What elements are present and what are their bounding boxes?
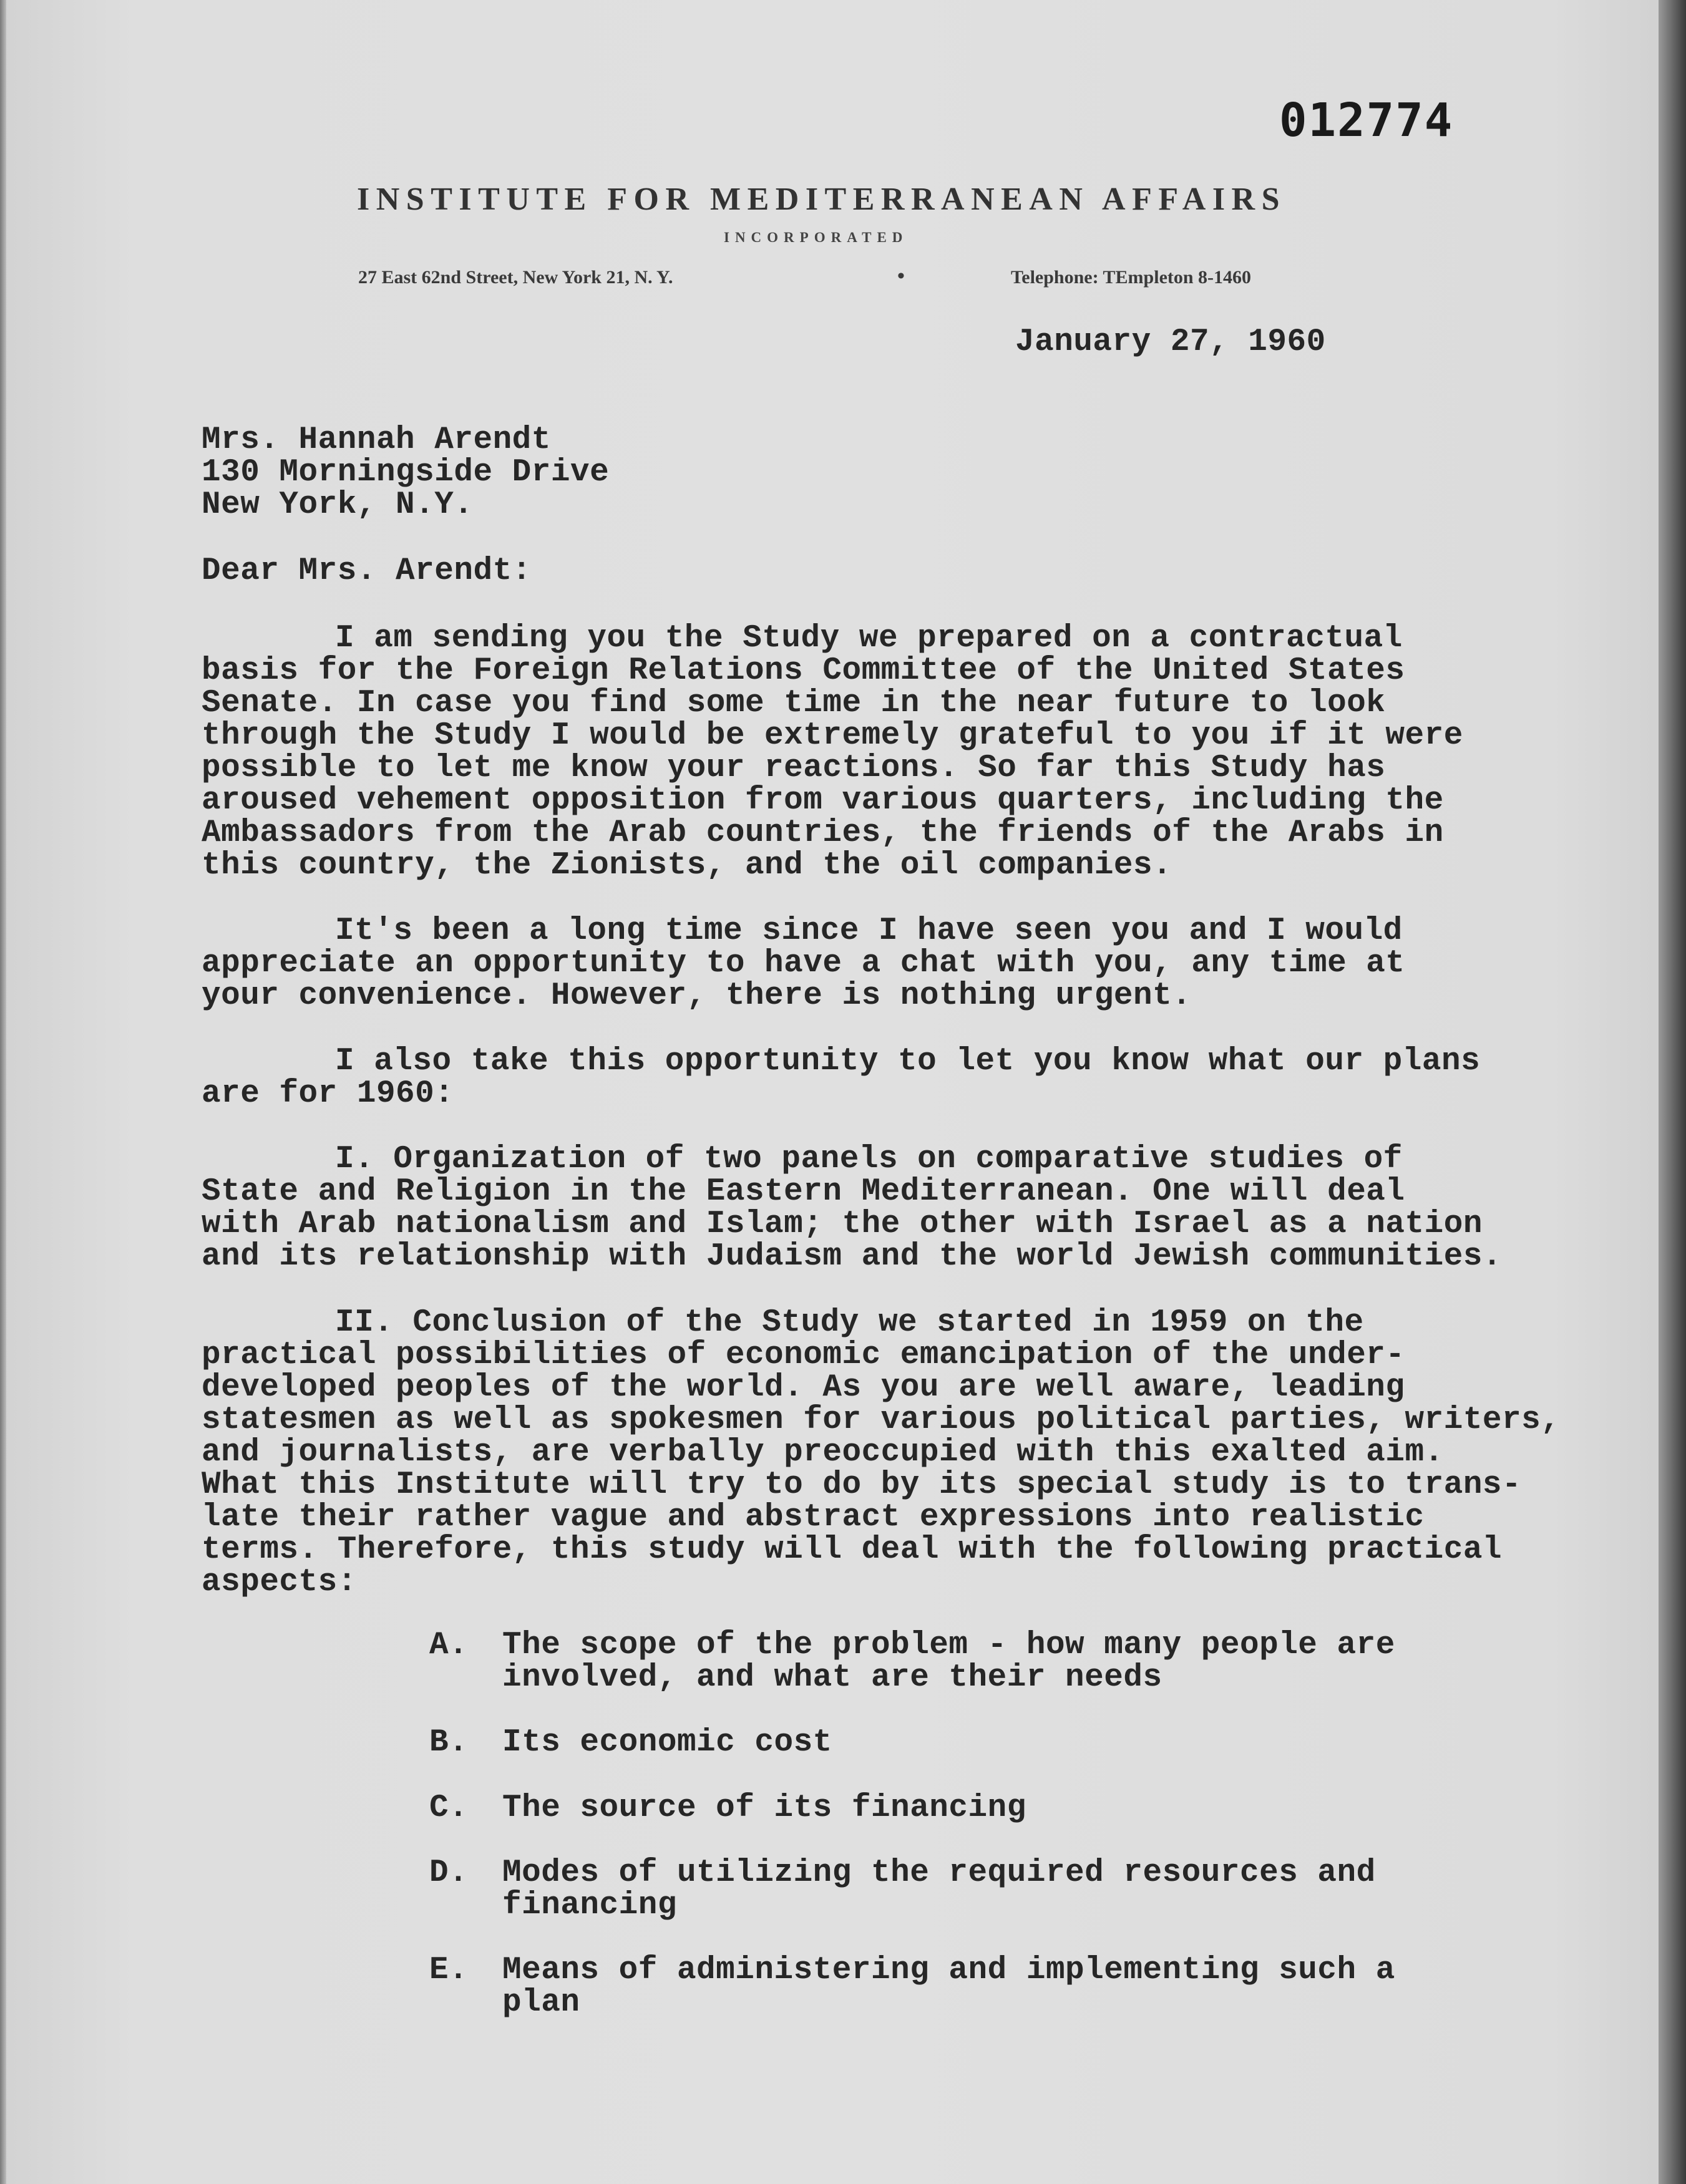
aspect-line: Means of administering and implementing such a: [502, 1953, 1395, 1988]
plan-item-line: II. Conclusion of the Study we started in 1959 on the: [335, 1305, 1364, 1341]
aspect-line: Modes of utilizing the required resources and: [502, 1855, 1376, 1891]
paragraph-line: Ambassadors from the Arab countries, the friends of the Arabs in: [202, 815, 1444, 851]
plan-item-line: terms. Therefore, this study will deal with the following practical: [202, 1532, 1503, 1568]
letter-date: January 27, 1960: [1015, 324, 1326, 360]
paragraph-line: basis for the Foreign Relations Committee of the United States: [202, 653, 1405, 689]
aspect-letter: E.: [429, 1953, 469, 1988]
plan-item-line: developed peoples of the world. As you are well aware, leading: [202, 1370, 1405, 1405]
recipient-name: Mrs. Hannah Arendt: [202, 422, 551, 458]
aspect-letter: A.: [429, 1628, 469, 1663]
plan-item-line: and its relationship with Judaism and the world Jewish communities.: [202, 1239, 1503, 1274]
plan-item-line: State and Religion in the Eastern Mediterranean. One will deal: [202, 1174, 1405, 1210]
aspect-letter: C.: [429, 1790, 469, 1826]
letterhead-organization: INSTITUTE FOR MEDITERRANEAN AFFAIRS: [357, 182, 1287, 217]
plan-item-line: aspects:: [202, 1565, 357, 1600]
aspect-line: involved, and what are their needs: [502, 1660, 1162, 1696]
aspect-line: plan: [502, 1985, 580, 2021]
letterhead-address: 27 East 62nd Street, New York 21, N. Y.: [358, 267, 673, 288]
salutation: Dear Mrs. Arendt:: [202, 553, 532, 589]
page-left-edge: [0, 0, 6, 2184]
paragraph-line: through the Study I would be extremely grateful to you if it were: [202, 718, 1463, 754]
aspect-line: The source of its financing: [502, 1790, 1026, 1826]
plan-item-line: late their rather vague and abstract expressions into realistic: [202, 1500, 1425, 1535]
paragraph-line: I am sending you the Study we prepared on a contractual: [335, 621, 1403, 656]
paragraph-line: your convenience. However, there is nothing urgent.: [202, 978, 1192, 1014]
aspect-letter: D.: [429, 1855, 469, 1891]
recipient-city: New York, N.Y.: [202, 487, 474, 523]
letterhead-incorporated: INCORPORATED: [724, 230, 909, 245]
plan-item-line: with Arab nationalism and Islam; the other with Israel as a nation: [202, 1206, 1483, 1242]
plan-item-line: What this Institute will try to do by its special study is to trans-: [202, 1467, 1522, 1503]
plan-item-line: I. Organization of two panels on comparative studies of: [335, 1142, 1403, 1177]
plan-item-line: and journalists, are verbally preoccupied with this exalted aim.: [202, 1435, 1444, 1470]
aspect-line: financing: [502, 1888, 677, 1923]
paragraph-line: appreciate an opportunity to have a chat with you, any time at: [202, 946, 1405, 981]
recipient-street: 130 Morningside Drive: [202, 455, 610, 490]
paragraph-line: are for 1960:: [202, 1076, 454, 1112]
aspect-line: The scope of the problem - how many people are: [502, 1628, 1395, 1663]
paragraph-line: this country, the Zionists, and the oil companies.: [202, 848, 1172, 883]
plan-item-line: statesmen as well as spokesmen for various political parties, writers,: [202, 1402, 1561, 1438]
aspect-letter: B.: [429, 1725, 469, 1760]
plan-item-line: practical possibilities of economic emancipation of the under-: [202, 1337, 1405, 1373]
paragraph-line: It's been a long time since I have seen you and I would: [335, 913, 1403, 949]
letterhead-separator: •: [897, 265, 905, 288]
paragraph-line: I also take this opportunity to let you know what our plans: [335, 1044, 1481, 1079]
page-right-edge: [1659, 0, 1686, 2184]
document-number: 012774: [1279, 94, 1454, 147]
paragraph-line: possible to let me know your reactions. So far this Study has: [202, 750, 1386, 786]
aspect-line: Its economic cost: [502, 1725, 832, 1760]
paragraph-line: Senate. In case you find some time in the near future to look: [202, 686, 1386, 721]
paragraph-line: aroused vehement opposition from various quarters, including the: [202, 783, 1444, 818]
letterhead-telephone: Telephone: TEmpleton 8-1460: [1011, 267, 1252, 288]
